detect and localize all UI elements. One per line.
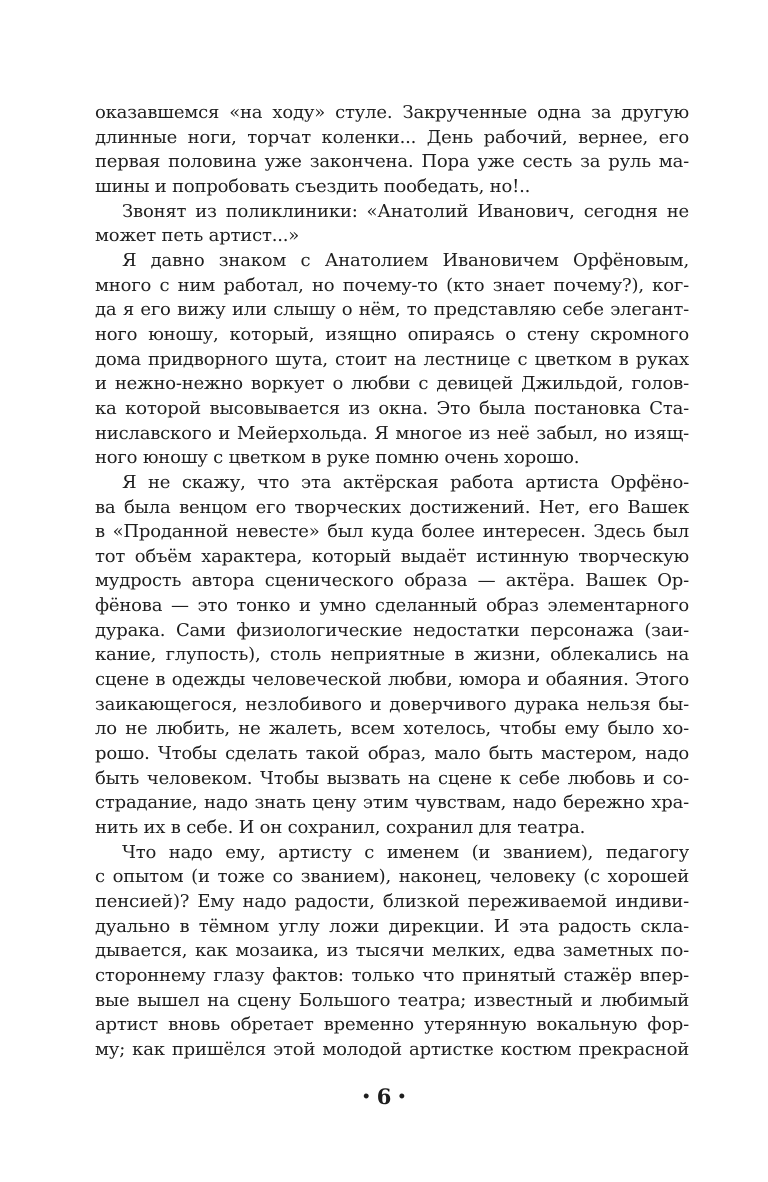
- text-line: тот объём характера, который выдаёт истинную творческую: [95, 545, 689, 567]
- text-line: оказавшемся «на ходу» стуле. Закрученные одна за другую: [95, 102, 689, 123]
- text-line: рошо. Чтобы сделать такой образ, мало быть мастером, надо: [95, 743, 689, 765]
- paragraph: [95, 841, 689, 1063]
- text-line: фёнова — это тонко и умно сделанный образ элементарного: [95, 595, 689, 617]
- text-line: много с ним работал, но почему-то (кто знает почему?), ког-: [95, 274, 689, 296]
- text-line: ка которой высовывается из окна. Это была постановка Ста-: [95, 397, 689, 419]
- text-line: дурака. Сами физиологические недостатки персонажа (заи-: [95, 619, 689, 641]
- text-line: дома придворного шута, стоит на лестнице с цветком в руках: [95, 348, 689, 370]
- text-block: [95, 101, 689, 1063]
- text-line: Что надо ему, артисту с именем (и званием), педагогу: [122, 841, 689, 863]
- text-line: заикающегося, незлобивого и доверчивого дурака нельзя бы-: [95, 693, 689, 715]
- text-line: с опытом (и тоже со званием), наконец, человеку (с хорошей: [95, 866, 689, 888]
- text-line: Я давно знаком с Анатолием Ивановичем Орфёновым,: [122, 249, 689, 271]
- text-line: нить их в себе. И он сохранил, сохранил для театра.: [95, 817, 586, 839]
- text-line: стороннему глазу фактов: только что принятый стажёр впер-: [95, 964, 689, 986]
- text-line: Я не скажу, что эта актёрская работа артиста Орфёно-: [122, 471, 689, 493]
- text-line: Звонят из поликлиники: «Анатолий Иванович, сегодня не: [122, 200, 689, 222]
- text-line: шины и попробовать съездить пообедать, но!..: [95, 175, 531, 197]
- text-line: может петь артист...»: [95, 225, 300, 247]
- paragraph: [95, 471, 689, 841]
- text-line: да я его вижу или слышу о нём, то представляю себе элегант-: [95, 299, 689, 321]
- text-line: быть человеком. Чтобы вызвать на сцене к себе любовь и со-: [95, 767, 689, 789]
- text-line: кание, глупость), столь неприятные в жизни, облекались на: [95, 644, 689, 666]
- text-line: мудрость автора сценического образа — актёра. Вашек Ор-: [95, 570, 689, 592]
- text-line: страдание, надо знать цену этим чувствам, надо бережно хра-: [95, 792, 689, 814]
- text-line: ниславского и Мейерхольда. Я многое из неё забыл, но изящ-: [95, 422, 689, 444]
- page-number-value: 6: [376, 1084, 392, 1109]
- text-line: пенсией)? Ему надо радости, близкой переживаемой индиви-: [95, 891, 689, 912]
- paragraph: [95, 249, 689, 471]
- text-line: сцене в одежды человеческой любви, юмора и обаяния. Этого: [95, 669, 689, 691]
- text-line: артист вновь обретает временно утерянную вокальную фор-: [95, 1014, 689, 1036]
- text-line: ного юношу, который, изящно опираясь о стену скромного: [95, 323, 689, 345]
- text-line: в «Проданной невесте» был куда более интересен. Здесь был: [95, 521, 689, 543]
- text-line: ло не любить, не жалеть, всем хотелось, чтобы ему было хо-: [95, 718, 689, 740]
- page-number-right-bullet: •: [397, 1089, 407, 1105]
- text-line: му; как пришёлся этой молодой артистке костюм прекрасной: [95, 1038, 689, 1060]
- text-line: дывается, как мозаика, из тысячи мелких, едва заметных по-: [95, 940, 689, 962]
- paragraph: [95, 101, 689, 200]
- text-line: дуально в тёмном углу ложи дирекции. И эта радость скла-: [95, 915, 689, 937]
- text-line: и нежно-нежно воркует о любви с девицей Джильдой, голов-: [95, 373, 689, 395]
- page-number-left-bullet: •: [361, 1089, 371, 1105]
- page-number: [0, 1084, 768, 1109]
- text-line: длинные ноги, торчат коленки... День рабочий, вернее, его: [95, 126, 689, 148]
- paragraph: [95, 200, 689, 249]
- text-line: вые вышел на сцену Большого театра; известный и любимый: [95, 989, 689, 1011]
- text-line: ного юношу с цветком в руке помню очень хорошо.: [95, 447, 580, 469]
- text-line: ва была венцом его творческих достижений. Нет, его Вашек: [95, 496, 689, 518]
- text-line: первая половина уже закончена. Пора уже сесть за руль ма-: [95, 151, 689, 173]
